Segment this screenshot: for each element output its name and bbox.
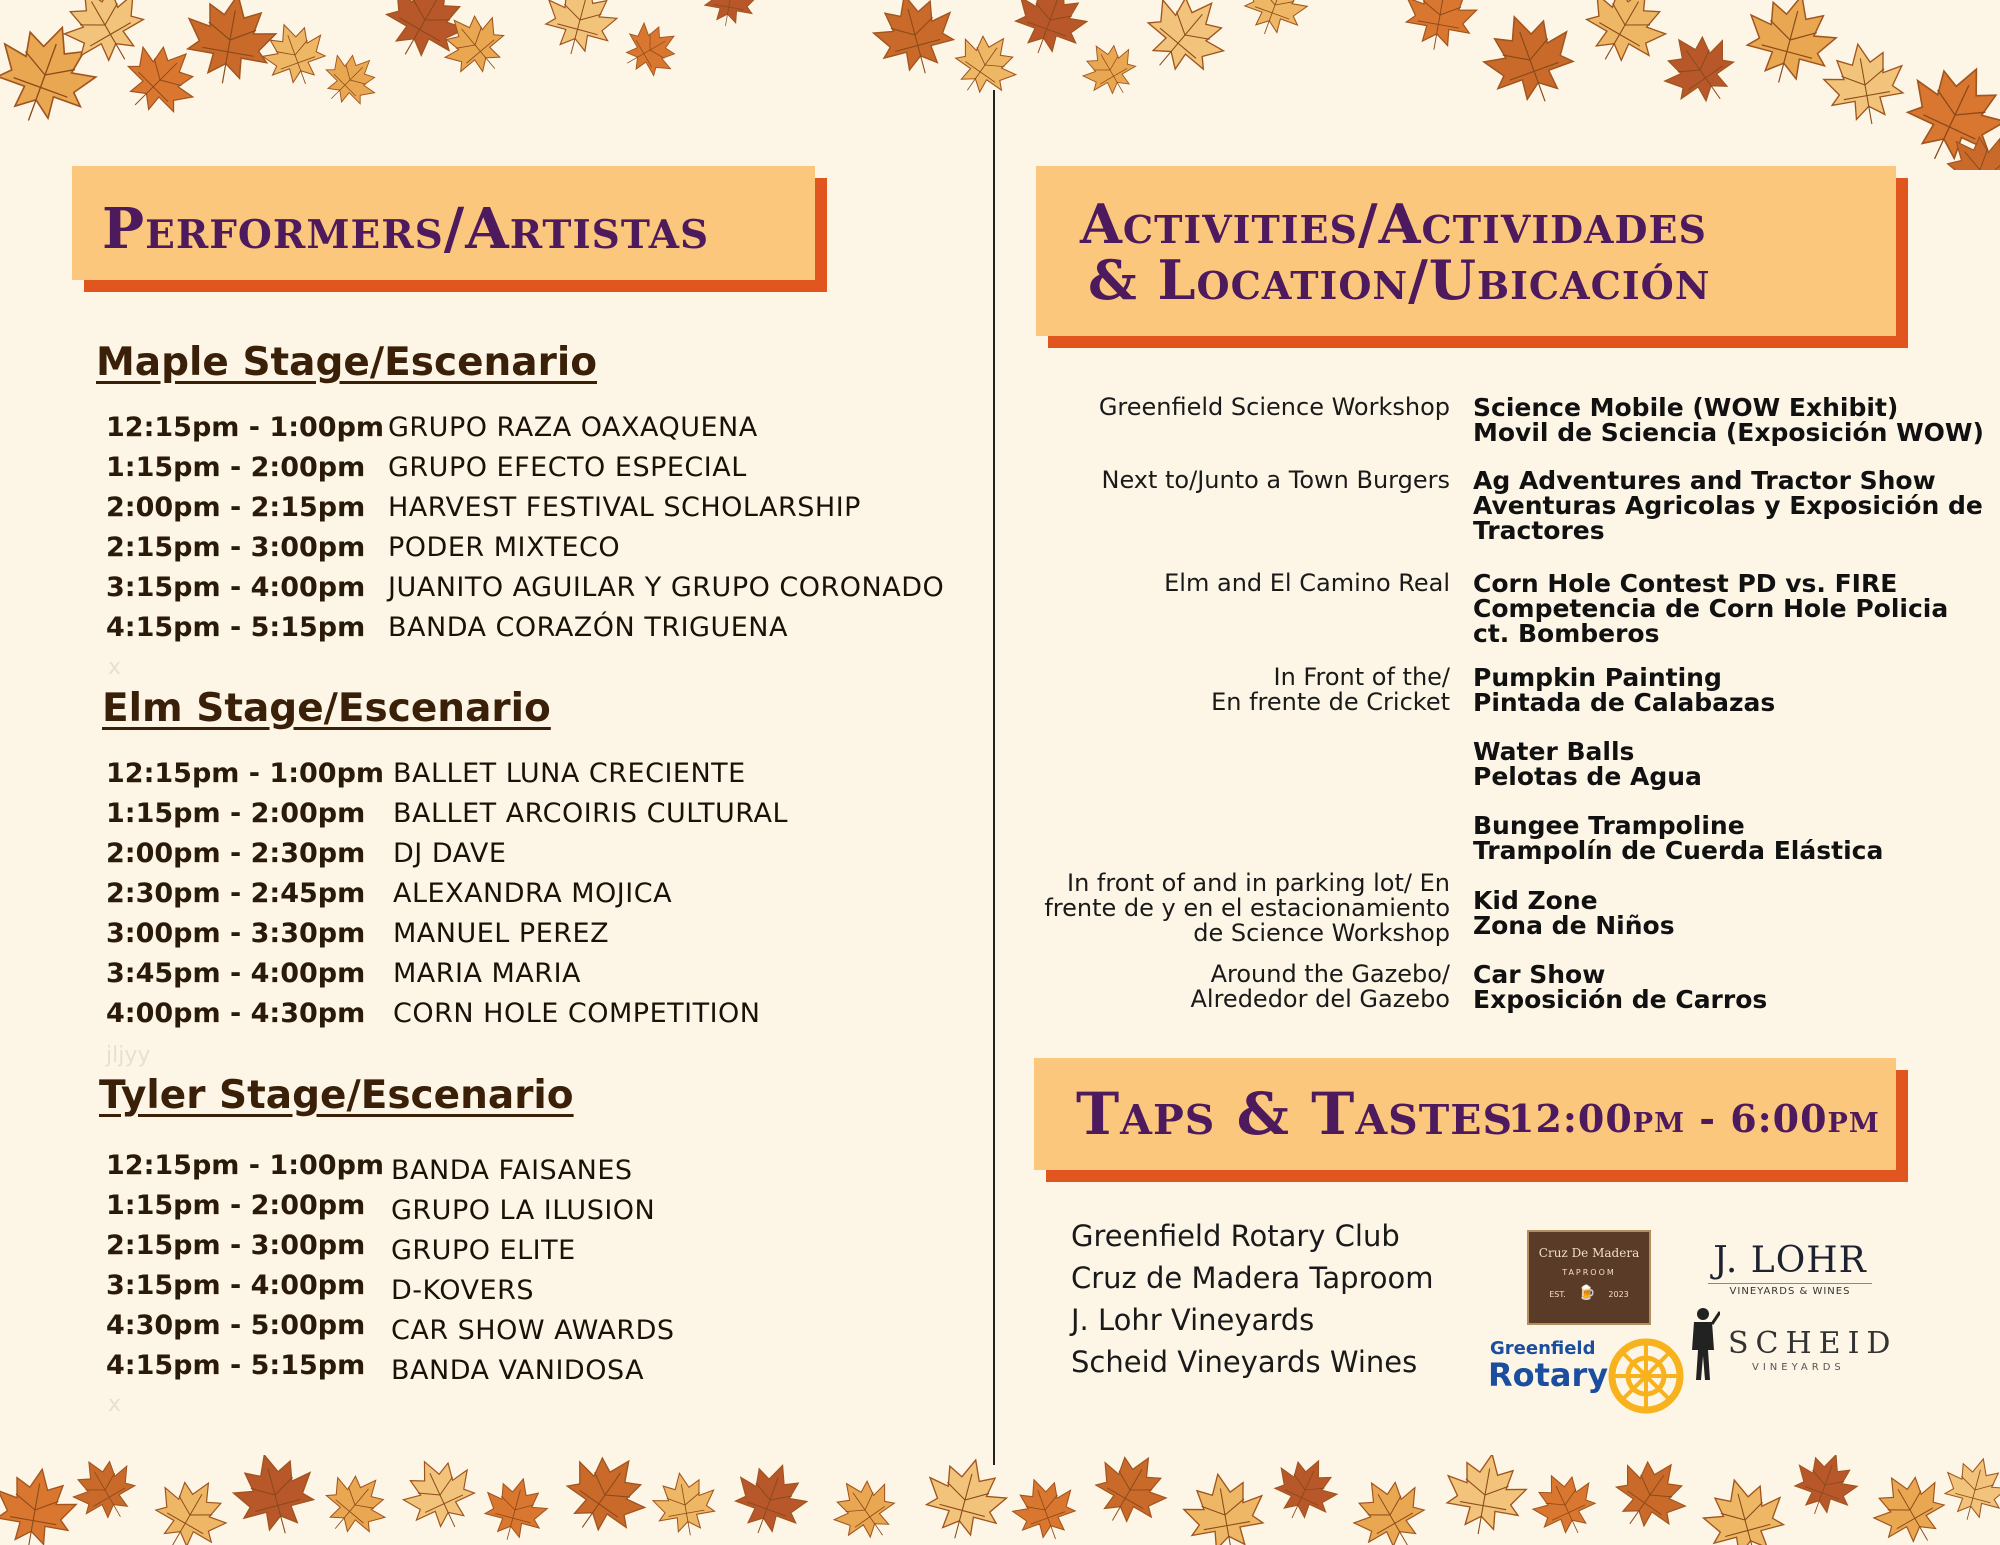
time-slot: 4:30pm - 5:00pm bbox=[106, 1310, 366, 1341]
scheid-figure-icon bbox=[1686, 1306, 1720, 1382]
activity-name: Bungee Trampoline Trampolín de Cuerda Elástica bbox=[1473, 811, 1884, 865]
rotary-line1: Greenfield bbox=[1490, 1338, 1596, 1359]
performer-name: BANDA CORAZÓN TRIGUENA bbox=[388, 612, 788, 643]
time-slot: 2:00pm - 2:30pm bbox=[106, 838, 366, 869]
activity-name: Pumpkin Painting Pintada de Calabazas bbox=[1473, 663, 1776, 717]
performers-heading: Performers/Artistas bbox=[102, 196, 710, 262]
sponsor-name: Greenfield Rotary Club bbox=[1071, 1219, 1400, 1253]
cruz-logo-name: Cruz De Madera bbox=[1538, 1246, 1640, 1260]
activity-name: Corn Hole Contest PD vs. FIRE Competencia de Corn Hole Policia ct. Bomberos bbox=[1473, 569, 1949, 648]
time-slot: 1:15pm - 2:00pm bbox=[106, 452, 366, 483]
time-slot: 2:15pm - 3:00pm bbox=[106, 532, 366, 563]
activity-name: Car Show Exposición de Carros bbox=[1473, 960, 1768, 1014]
performer-name: CORN HOLE COMPETITION bbox=[393, 998, 761, 1029]
time-slot: 2:30pm - 2:45pm bbox=[106, 878, 366, 909]
activities-heading-line1: Activities/Actividades bbox=[1080, 192, 1707, 256]
tyler-stage-title: Tyler Stage/Escenario bbox=[99, 1073, 574, 1118]
maple-leaf-icon bbox=[609, 9, 691, 91]
activity-name: Water Balls Pelotas de Agua bbox=[1473, 737, 1702, 791]
center-divider bbox=[993, 90, 995, 1465]
performer-name: GRUPO LA ILUSION bbox=[391, 1195, 656, 1226]
time-slot: 4:15pm - 5:15pm bbox=[106, 1350, 366, 1381]
activity-name: Science Mobile (WOW Exhibit) Movil de Sciencia (Exposición WOW) bbox=[1473, 393, 1984, 447]
lohr-logo-sub: VINEYARDS & WINES bbox=[1729, 1286, 1851, 1297]
time-slot: 1:15pm - 2:00pm bbox=[106, 798, 366, 829]
activity-location: In Front of the/ En frente de Cricket bbox=[1211, 663, 1450, 716]
activity-location: In front of and in parking lot/ En frente de y en el estacionamiento de Science Workshop bbox=[1044, 869, 1450, 947]
maple-leaf-icon bbox=[644, 1464, 725, 1545]
taps-time: 12:00pm - 6:00pm bbox=[1508, 1096, 1880, 1141]
cruz-logo-est: EST. 🍺 2023 bbox=[1549, 1285, 1629, 1301]
time-slot: 4:00pm - 4:30pm bbox=[106, 998, 366, 1029]
performer-name: BANDA FAISANES bbox=[391, 1155, 633, 1186]
maple-leaf-icon bbox=[306, 1456, 405, 1545]
time-slot: 1:15pm - 2:00pm bbox=[106, 1190, 366, 1221]
performer-name: JUANITO AGUILAR Y GRUPO CORONADO bbox=[388, 572, 945, 603]
maple-leaf-icon bbox=[1433, 1455, 1537, 1545]
performer-name: BALLET ARCOIRIS CULTURAL bbox=[393, 798, 788, 829]
activity-name: Ag Adventures and Tractor Show Aventuras Agricolas y Exposición de Tractores bbox=[1473, 466, 1983, 545]
performer-name: MANUEL PEREZ bbox=[393, 918, 610, 949]
beer-mugs-icon: 🍺 bbox=[1578, 1285, 1596, 1301]
performer-name: ALEXANDRA MOJICA bbox=[393, 878, 673, 909]
maple-leaf-icon bbox=[1335, 1460, 1444, 1545]
activity-location: Greenfield Science Workshop bbox=[1098, 393, 1450, 421]
performer-name: PODER MIXTECO bbox=[388, 532, 621, 563]
time-slot: 3:15pm - 4:00pm bbox=[106, 572, 366, 603]
performer-name: GRUPO EFECTO ESPECIAL bbox=[388, 452, 747, 483]
time-slot: 3:45pm - 4:00pm bbox=[106, 958, 366, 989]
maple-leaf-icon bbox=[1780, 1455, 1870, 1530]
maple-leaf-icon bbox=[719, 1455, 822, 1545]
maple-leaf-icon bbox=[1466, 0, 1594, 124]
elm-stage-title: Elm Stage/Escenario bbox=[102, 686, 551, 731]
maple-leaf-icon bbox=[1075, 1455, 1184, 1545]
cruz-de-madera-logo bbox=[1527, 1230, 1651, 1325]
performer-name: BANDA VANIDOSA bbox=[391, 1355, 645, 1386]
performer-name: MARIA MARIA bbox=[393, 958, 582, 989]
performer-name: GRUPO RAZA OAXAQUENA bbox=[388, 412, 758, 443]
activities-banner bbox=[1036, 166, 1896, 336]
time-slot: 3:15pm - 4:00pm bbox=[106, 1270, 366, 1301]
performer-name: D-KOVERS bbox=[391, 1275, 534, 1306]
activity-location: Elm and El Camino Real bbox=[1164, 569, 1450, 597]
autumn-leaves-bottom-border bbox=[0, 1455, 2000, 1545]
maple-stage-title: Maple Stage/Escenario bbox=[96, 340, 598, 385]
maple-leaf-icon bbox=[816, 1461, 913, 1545]
time-slot: 2:15pm - 3:00pm bbox=[106, 1230, 366, 1261]
time-slot: 12:15pm - 1:00pm bbox=[106, 1150, 385, 1181]
sponsor-name: J. Lohr Vineyards bbox=[1071, 1303, 1315, 1337]
activity-location: Next to/Junto a Town Burgers bbox=[1101, 466, 1450, 494]
rotary-line2: Rotary bbox=[1488, 1356, 1609, 1394]
rotary-wheel-icon bbox=[1608, 1338, 1684, 1414]
cruz-logo-sub: TAPROOM bbox=[1562, 1268, 1616, 1277]
time-slot: 4:15pm - 5:15pm bbox=[106, 612, 366, 643]
lohr-logo-name: J. LOHR bbox=[1713, 1240, 1867, 1281]
maple-leaf-icon bbox=[695, 0, 765, 35]
time-slot: 12:15pm - 1:00pm bbox=[106, 758, 385, 789]
stray-mark: jljyy bbox=[106, 1043, 151, 1068]
taps-banner bbox=[1034, 1058, 1896, 1170]
performer-name: BALLET LUNA CRECIENTE bbox=[393, 758, 746, 789]
stray-mark: x bbox=[108, 655, 122, 680]
time-slot: 2:00pm - 2:15pm bbox=[106, 492, 366, 523]
performers-banner bbox=[72, 166, 815, 280]
scheid-logo-name: SCHEID bbox=[1728, 1326, 1898, 1361]
maple-leaf-icon bbox=[1594, 1455, 1705, 1545]
stray-mark: x bbox=[108, 1392, 122, 1417]
maple-leaf-icon bbox=[1230, 0, 1320, 50]
performer-name: CAR SHOW AWARDS bbox=[391, 1315, 675, 1346]
performer-name: HARVEST FESTIVAL SCHOLARSHIP bbox=[388, 492, 861, 523]
j-lohr-logo bbox=[1698, 1240, 1882, 1297]
performer-name: DJ DAVE bbox=[393, 838, 507, 869]
time-slot: 12:15pm - 1:00pm bbox=[106, 412, 385, 443]
performer-name: GRUPO ELITE bbox=[391, 1235, 576, 1266]
sponsor-name: Cruz de Madera Taproom bbox=[1071, 1261, 1434, 1295]
activities-heading-line2: & Location/Ubicación bbox=[1088, 248, 1711, 312]
scheid-logo bbox=[1686, 1304, 1900, 1384]
scheid-logo-sub: VINEYARDS bbox=[1752, 1362, 1845, 1373]
autumn-leaves-top-border bbox=[0, 0, 2000, 170]
activity-location: Around the Gazebo/ Alrededor del Gazebo bbox=[1190, 960, 1450, 1013]
taps-heading: Taps & Tastes bbox=[1076, 1080, 1514, 1148]
activity-name: Kid Zone Zona de Niños bbox=[1473, 886, 1675, 940]
sponsor-name: Scheid Vineyards Wines bbox=[1071, 1345, 1418, 1379]
time-slot: 3:00pm - 3:30pm bbox=[106, 918, 366, 949]
